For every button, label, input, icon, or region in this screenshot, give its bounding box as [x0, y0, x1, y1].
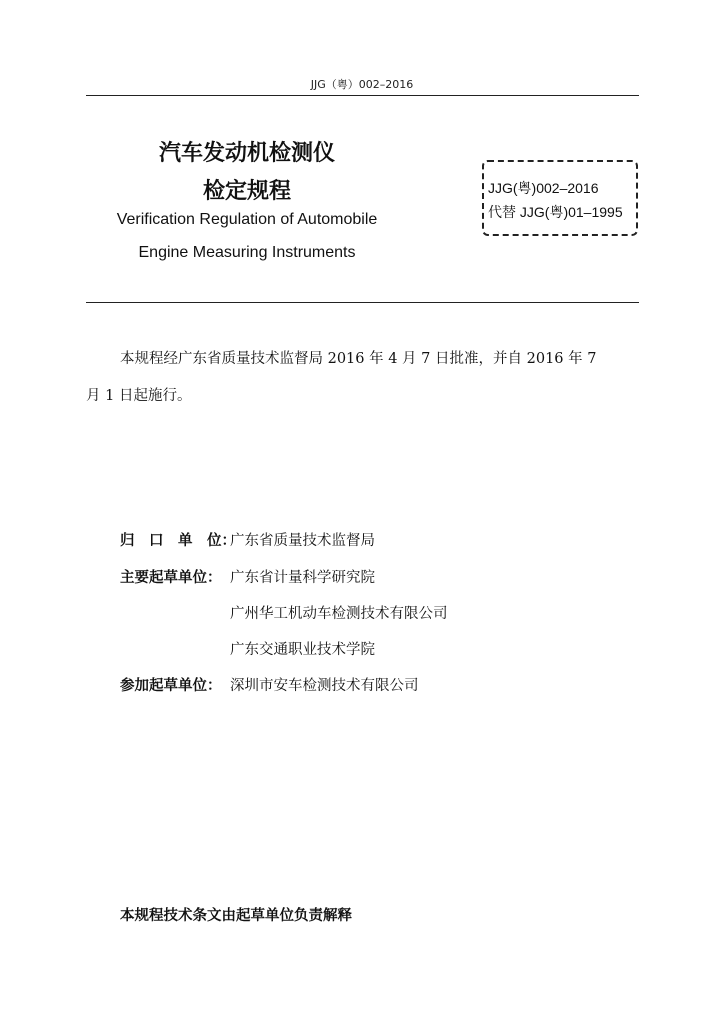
approval-statement-line-2: 月 1 日起施行。: [86, 388, 192, 404]
title-chinese-line-2: 检定规程: [202, 179, 291, 204]
participating-unit-value: 深圳市安车检测技术有限公司: [230, 678, 419, 694]
header-rule: [86, 95, 639, 96]
responsible-unit-value: 广东省质量技术监督局: [230, 533, 375, 549]
main-drafting-unit-label: 主要起草单位：: [120, 570, 222, 586]
approval-statement-line-1: 本规程经广东省质量技术监督局 2016 年 4 月 7 日批准，并自 2016 年 7: [120, 351, 597, 367]
title-english-line-2: Engine Measuring Instruments: [138, 244, 356, 261]
standard-code: JJG(粤)002–2016: [488, 180, 599, 196]
title-english-line-1: Verification Regulation of Automobile: [116, 211, 378, 228]
participating-unit-label: 参加起草单位：: [120, 678, 222, 694]
title-rule: [86, 302, 639, 303]
main-drafting-unit-3: 广东交通职业技术学院: [230, 642, 375, 658]
main-drafting-unit-1: 广东省计量科学研究院: [230, 570, 375, 586]
running-header: JJG（粤）002–2016: [310, 78, 414, 91]
main-drafting-unit-2: 广州华工机动车检测技术有限公司: [230, 606, 448, 622]
replaced-standard-code: 代替 JJG(粤)01–1995: [488, 204, 623, 220]
title-chinese-line-1: 汽车发动机检测仪: [158, 141, 335, 166]
standard-code-box: [482, 160, 638, 236]
interpretation-note: 本规程技术条文由起草单位负责解释: [120, 908, 352, 924]
responsible-unit-label: 归 口 单 位：: [120, 533, 236, 549]
